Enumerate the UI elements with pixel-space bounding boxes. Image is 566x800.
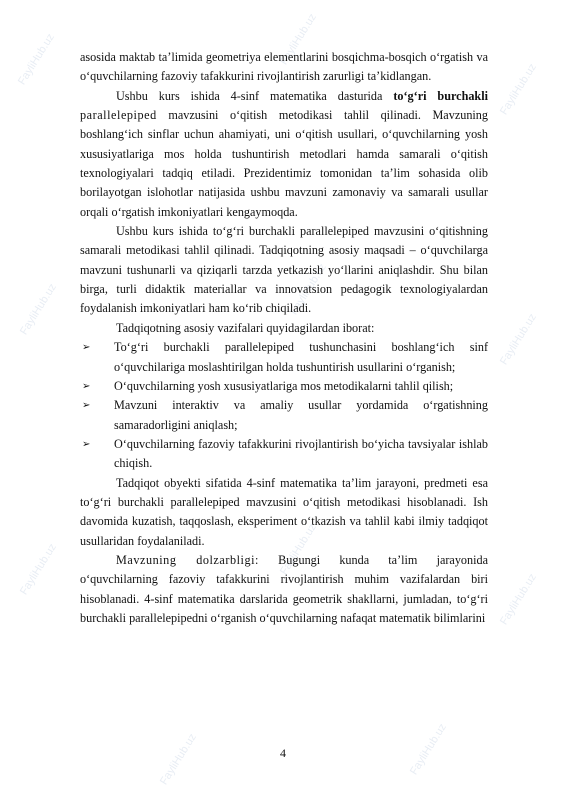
paragraph-tasks-intro: Tadqiqotning asosiy vazifalari quyidagilardan iborat: xyxy=(116,320,375,335)
paragraph-text: Ushbu kurs ishida 4-sinf matematika dasturida xyxy=(116,88,394,103)
page-number: 4 xyxy=(280,746,286,760)
spaced-term: parallelepiped xyxy=(80,108,157,123)
relevance-heading: Mavzuning dolzarbligi: xyxy=(116,552,259,567)
list-item-text: To‘g‘ri burchakli parallelepiped tushunchasini boshlang‘ich sinf o‘quvchilariga moslashtirilgan holda tushuntirish usullarini o‘rganish; xyxy=(114,340,488,374)
list-item xyxy=(80,377,488,396)
watermark: FayliHub.uz xyxy=(497,571,539,628)
list-item-text: O‘quvchilarning yosh xususiyatlariga mos metodikalarni tahlil qilish; xyxy=(114,378,454,393)
watermark: FayliHub.uz xyxy=(277,521,319,578)
task-list xyxy=(80,338,488,473)
arrow-bullet-icon: ➢ xyxy=(82,400,91,412)
watermark: FayliHub.uz xyxy=(17,541,59,598)
watermark: FayliHub.uz xyxy=(15,31,57,88)
watermark: FayliHub.uz xyxy=(287,261,329,318)
list-item xyxy=(80,435,488,474)
watermark: FayliHub.uz xyxy=(17,281,59,338)
paragraph-text: Bugungi kunda ta’lim jarayonida o‘quvchilarning fazoviy tafakkurini rivojlantirish muhim vazifalardan biri hisoblanadi. 4-sinf matematika darslarida geometrik shakllarni, jumladan, to‘g‘ri burchakli parallelepipedni o‘rganish o‘quvchilarning nafaqat matematik bilimlarini xyxy=(80,552,489,625)
arrow-bullet-icon: ➢ xyxy=(82,380,91,392)
bold-term: to‘g‘ri burchakli xyxy=(393,88,488,103)
paragraph-course-scope xyxy=(80,87,488,222)
paragraph-object-subject: Tadqiqot obyekti sifatida 4-sinf matematika ta’lim jarayoni, predmeti esa to‘g‘ri burchakli parallelepiped mavzusini o‘qitish metodikasi hisoblanadi. Ish davomida kuzatish, taqqoslash, eksperiment o‘tkazish va tahlil kabi ilmiy tadqiqot usullaridan foydalaniladi. xyxy=(80,475,488,548)
watermark: FayliHub.uz xyxy=(157,731,199,788)
list-item-text: Mavzuni interaktiv va amaliy usullar yordamida o‘rgatishning samaradorligini aniqlash; xyxy=(114,398,488,432)
list-item-text: O‘quvchilarning fazoviy tafakkurini rivojlantirish bo‘yicha tavsiyalar ishlab chiqish. xyxy=(114,436,488,471)
list-item xyxy=(80,338,488,377)
page-content xyxy=(80,48,488,628)
paragraph-research-aim: Ushbu kurs ishida to‘g‘ri burchakli parallelepiped mavzusini o‘qitishning samarali metodikasi tahlil qilinadi. Tadqiqotning asosiy maqsadi – o‘quvchilarga mavzuni tushunarli va qiziqarli tarzda yetkazish yo‘llarini aniqlashdir. Shu bilan birga, turli didaktik materiallar va innovatsion pedagogik texnologiyalardan foydalanish imkoniyatlari ham ko‘rib chiqiladi. xyxy=(80,224,488,316)
watermark: FayliHub.uz xyxy=(277,11,319,68)
arrow-bullet-icon: ➢ xyxy=(82,342,91,354)
watermark: FayliHub.uz xyxy=(497,61,539,118)
paragraph-relevance xyxy=(80,551,488,628)
watermark: FayliHub.uz xyxy=(407,721,449,778)
paragraph-intro-continuation: asosida maktab ta’limida geometriya elementlarini bosqichma-bosqich o‘rgatish va o‘quvchilarning fazoviy tafakkurini rivojlantirish zarurligi ta’kidlangan. xyxy=(80,50,488,84)
paragraph-text: mavzusini o‘qitish metodikasi tahlil qilinadi. Mavzuning boshlang‘ich sinflar uchun ahamiyati, uni o‘qitish usullari, o‘quvchilarning yosh xususiyatlariga mos holda tushuntirish metodlari hamda samarali o‘qitish texnologiyalari tadqiq etiladi. Prezidentimiz tomonidan ta’lim sohasida olib borilayotgan islohotlar natijasida ushbu mavzuni zamonaviy va samarali usullar orqali o‘rgatish imkoniyatlari kengaymoqda. xyxy=(80,108,488,219)
list-item xyxy=(80,396,488,435)
arrow-bullet-icon: ➢ xyxy=(82,438,91,450)
watermark: FayliHub.uz xyxy=(497,311,539,368)
